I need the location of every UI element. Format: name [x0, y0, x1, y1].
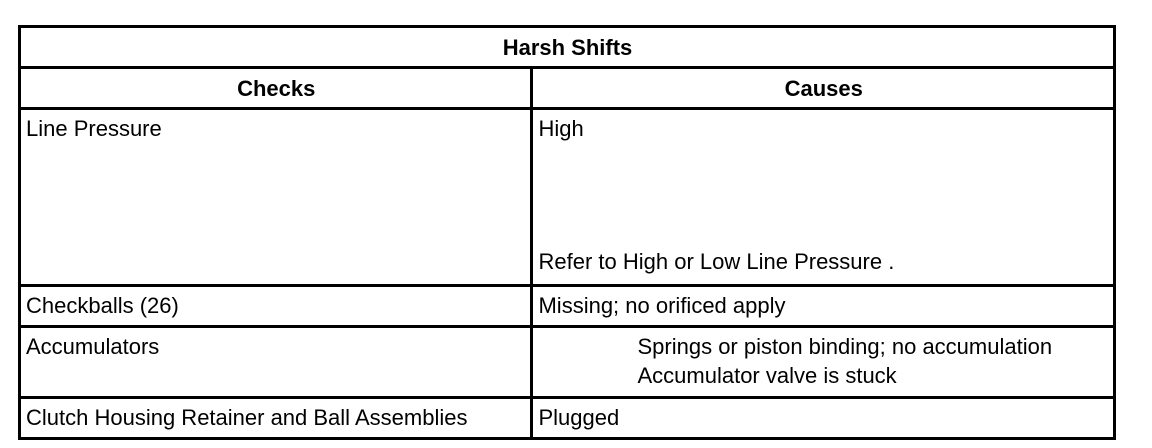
cause-high: High — [538, 116, 584, 141]
cause-springs-piston-binding: Springs or piston binding; no accumulation — [637, 334, 1053, 359]
table-row — [20, 398, 1115, 439]
table-title-row — [20, 27, 1115, 68]
causes-cell — [532, 327, 1115, 398]
header-causes: Causes — [532, 68, 1115, 109]
check-accumulators: Accumulators — [26, 334, 160, 359]
check-cell — [20, 109, 532, 286]
check-cell — [20, 327, 532, 398]
check-checkballs: Checkballs (26) — [26, 293, 179, 318]
table-title: Harsh Shifts — [20, 27, 1115, 68]
table-row — [20, 286, 1115, 327]
harsh-shifts-table — [18, 25, 1116, 440]
table-row — [20, 109, 1115, 286]
check-cell — [20, 398, 532, 439]
cause-refer-line-pressure: Refer to High or Low Line Pressure . — [538, 249, 895, 274]
check-clutch-housing-retainer: Clutch Housing Retainer and Ball Assemblies — [26, 405, 468, 430]
causes-cell — [532, 109, 1115, 286]
header-checks: Checks — [20, 68, 532, 109]
causes-cell — [532, 286, 1115, 327]
cause-accumulator-valve-stuck: Accumulator valve is stuck — [637, 363, 897, 388]
causes-stack — [538, 114, 1109, 276]
cause-missing-orificed-apply: Missing; no orificed apply — [538, 293, 786, 318]
table-header-row — [20, 68, 1115, 109]
table-row — [20, 327, 1115, 398]
check-cell — [20, 286, 532, 327]
causes-cell — [532, 398, 1115, 439]
check-line-pressure: Line Pressure — [26, 116, 162, 141]
cause-plugged: Plugged — [538, 405, 620, 430]
